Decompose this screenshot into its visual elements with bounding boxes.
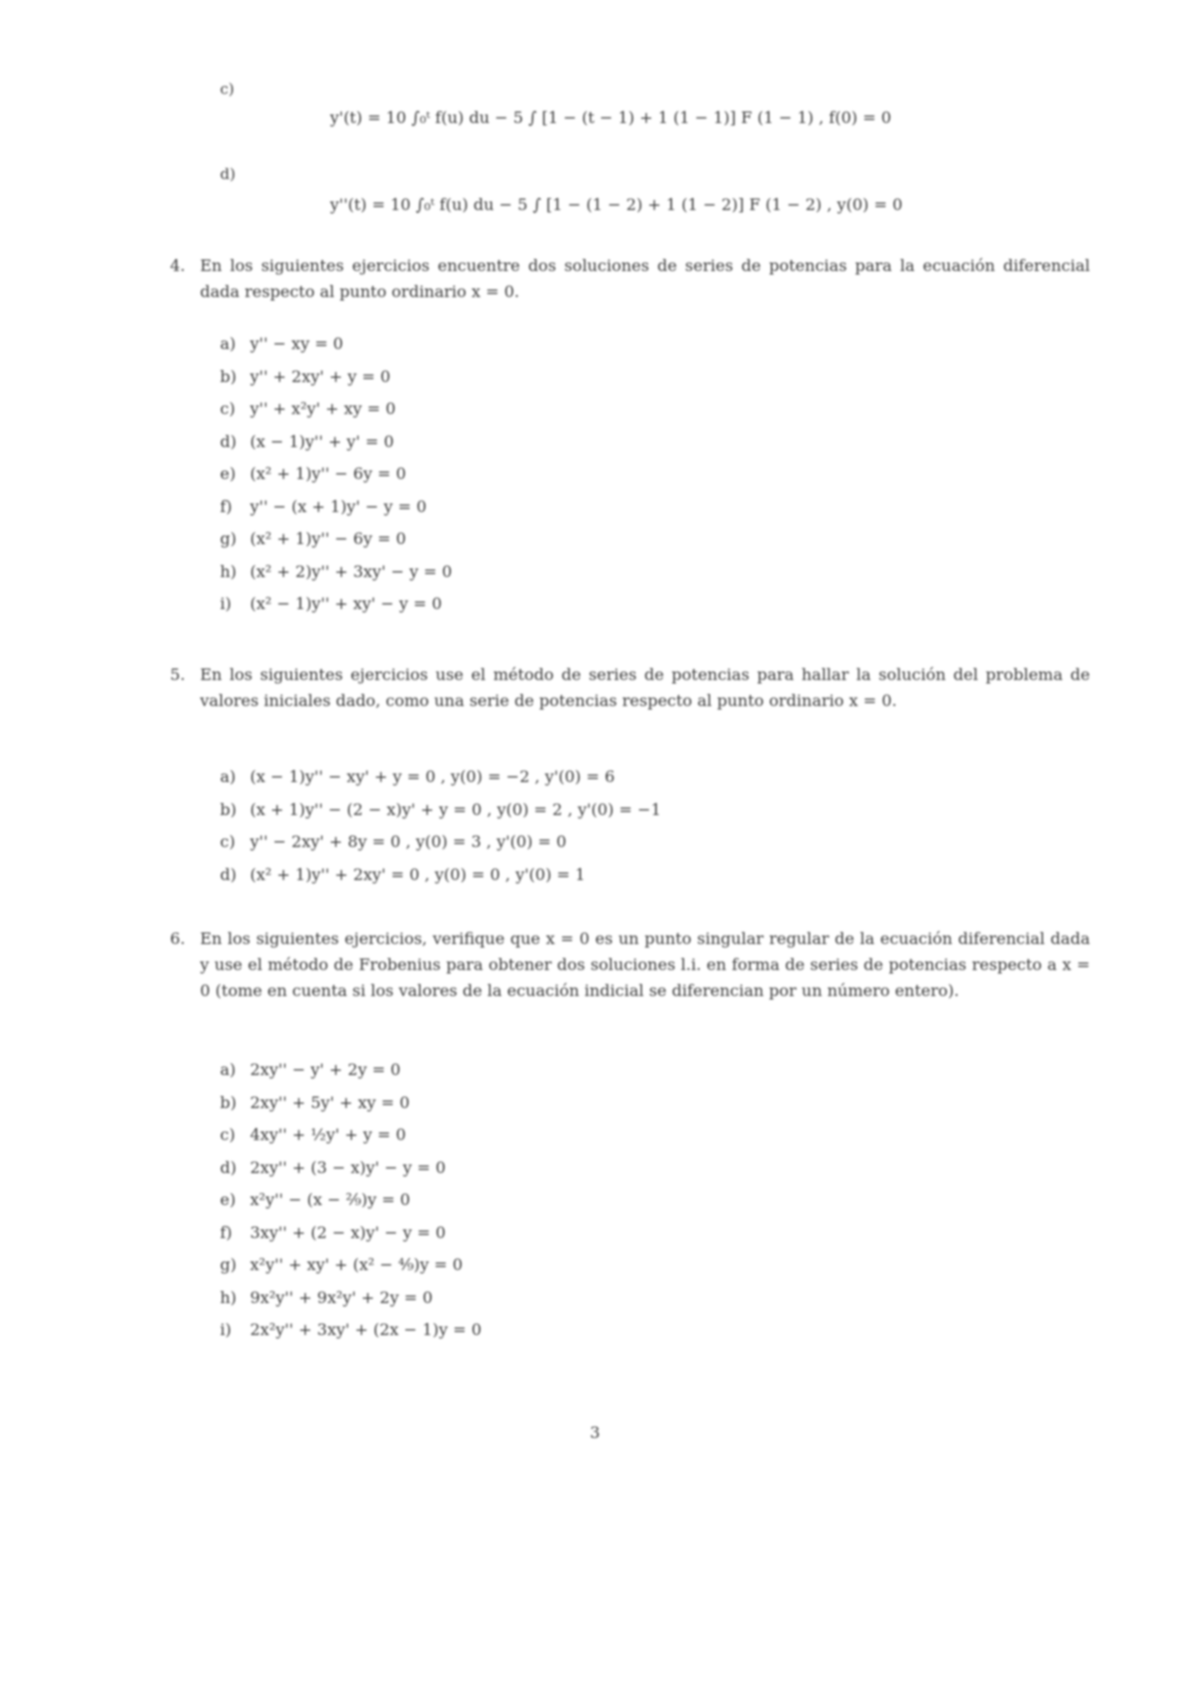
equation-text: y'' − (x + 1)y' − y = 0: [250, 496, 427, 516]
list-item: [220, 393, 452, 426]
item-label: d): [220, 431, 237, 451]
item-label: f): [220, 496, 233, 516]
item-label: e): [220, 464, 236, 483]
list-item: [220, 1217, 482, 1250]
item-label: e): [220, 1190, 236, 1209]
item-label: g): [220, 529, 237, 548]
list-item: [220, 1054, 482, 1087]
problem-6: [170, 926, 1090, 1004]
problem-6-items: [220, 1054, 482, 1347]
equation-text: (x − 1)y'' + y' = 0: [250, 431, 394, 451]
item-label: a): [220, 767, 236, 786]
item-label: b): [220, 799, 237, 819]
list-item: [220, 1152, 482, 1185]
item-label: b): [220, 366, 237, 386]
item-label: d): [220, 165, 236, 183]
problem-5-items: [220, 761, 661, 891]
item-label: a): [220, 1060, 236, 1079]
equation-text: (x² + 2)y'' + 3xy' − y = 0: [250, 561, 453, 581]
equation-text: x²y'' − (x − ²⁄₉)y = 0: [250, 1190, 411, 1209]
equation-text: 4xy'' + ½y' + y = 0: [250, 1125, 406, 1144]
list-item: [220, 523, 452, 556]
item-label: h): [220, 1287, 237, 1307]
equation-text: 2x²y'' + 3xy' + (2x − 1)y = 0: [250, 1320, 482, 1339]
item-label: d): [220, 864, 237, 884]
item-label: a): [220, 334, 236, 353]
page-number: 3: [589, 1423, 601, 1442]
list-item: [220, 588, 452, 621]
item-label: c): [220, 1125, 236, 1144]
equation-text: 3xy'' + (2 − x)y' − y = 0: [250, 1222, 446, 1242]
item-label: c): [220, 80, 235, 98]
list-item: [220, 458, 452, 491]
item-label: f): [220, 1222, 233, 1242]
equation-text: x²y'' + xy' + (x² − ⁴⁄₉)y = 0: [250, 1255, 463, 1274]
problem-statement: En los siguientes ejercicios encuentre dos soluciones de series de potencias para la ecuación diferencial dada respecto al punto ordinario x = 0.: [200, 256, 1090, 301]
problem-4-items: [220, 328, 452, 621]
equation-text: y'' + x²y' + xy = 0: [250, 399, 396, 418]
list-item: [220, 556, 452, 589]
problem-statement: En los siguientes ejercicios use el método de series de potencias para hallar la solución del problema de valores iniciales dado, como una serie de potencias respecto al punto ordinario x = 0.: [200, 665, 1090, 710]
list-item: [220, 1184, 482, 1217]
equation-text: y'' − 2xy' + 8y = 0 , y(0) = 3 , y'(0) = 0: [250, 832, 567, 851]
item-label: b): [220, 1092, 237, 1112]
problem-statement: En los siguientes ejercicios, verifique que x = 0 es un punto singular regular de la ecuación diferencial dada y use el método de Frobenius para obtener dos soluciones l.i. en forma de series de potencias respecto a x = 0 (tome en cuenta si los valores de la ecuación indicial se diferencian por un número entero).: [200, 929, 1090, 1000]
list-item: [220, 1314, 482, 1347]
equation-text: y'(t) = 10 ∫₀ᵗ f(u) du − 5 ∫ [1 − (t − 1) + 1 (1 − 1)] F (1 − 1) , f(0) = 0: [330, 108, 892, 127]
item-label: c): [220, 832, 236, 851]
equation-text: y'' − xy = 0: [250, 334, 344, 353]
list-item: [220, 859, 661, 892]
problem-number: 5.: [170, 665, 186, 684]
item-label: i): [220, 594, 232, 613]
list-item: [220, 1087, 482, 1120]
list-item: [220, 328, 452, 361]
equation-text: y''(t) = 10 ∫₀ᵗ f(u) du − 5 ∫ [1 − (1 − 2) + 1 (1 − 2)] F (1 − 2) , y(0) = 0: [330, 195, 903, 214]
item-label: c): [220, 399, 236, 418]
problem-number: 6.: [170, 929, 186, 948]
list-item: [220, 1119, 482, 1152]
problem-5: [170, 662, 1090, 714]
list-item: [220, 426, 452, 459]
item-label: g): [220, 1255, 237, 1274]
equation-text: (x² − 1)y'' + xy' − y = 0: [250, 594, 442, 613]
equation-text: 2xy'' + (3 − x)y' − y = 0: [250, 1157, 446, 1177]
list-item: [220, 1249, 482, 1282]
item-label: d): [220, 1157, 237, 1177]
item-label: h): [220, 561, 237, 581]
problem-number: 4.: [170, 256, 186, 275]
list-item: [220, 761, 661, 794]
equation-text: (x + 1)y'' − (2 − x)y' + y = 0 , y(0) = 2 , y'(0) = −1: [250, 799, 661, 819]
list-item: [220, 826, 661, 859]
equation-text: (x² + 1)y'' + 2xy' = 0 , y(0) = 0 , y'(0) = 1: [250, 864, 586, 884]
equation-text: (x² + 1)y'' − 6y = 0: [250, 464, 407, 483]
equation-d: [330, 195, 903, 214]
equation-c: [330, 108, 891, 127]
list-item: [220, 361, 452, 394]
equation-text: 2xy'' − y' + 2y = 0: [250, 1060, 401, 1079]
equation-text: 9x²y'' + 9x²y' + 2y = 0: [250, 1287, 433, 1307]
equation-text: (x − 1)y'' − xy' + y = 0 , y(0) = −2 , y'(0) = 6: [250, 767, 615, 786]
list-item: [220, 1282, 482, 1315]
problem-4: [170, 253, 1090, 305]
equation-text: (x² + 1)y'' − 6y = 0: [250, 529, 407, 548]
list-item: [220, 491, 452, 524]
equation-text: y'' + 2xy' + y = 0: [250, 366, 391, 386]
list-item: [220, 794, 661, 827]
item-label: i): [220, 1320, 232, 1339]
equation-text: 2xy'' + 5y' + xy = 0: [250, 1092, 410, 1112]
